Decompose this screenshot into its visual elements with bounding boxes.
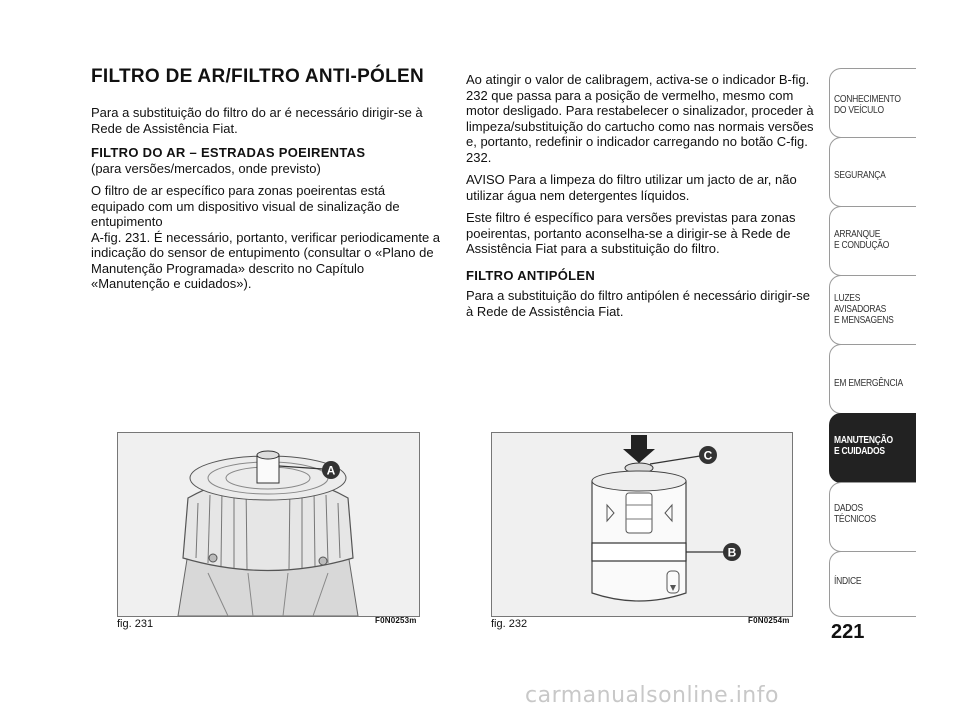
tab-seguranca[interactable] <box>829 137 916 207</box>
paragraph-1: O filtro de ar específico para zonas poeirentas está equipado com um dispositivo visual de sinalização de entupimento <box>91 183 400 229</box>
watermark: carmanualsonline.info <box>525 683 779 708</box>
tab-emergencia[interactable] <box>829 344 916 414</box>
tab-luzes[interactable] <box>829 275 916 345</box>
paragraph-3: Ao atingir o valor de calibragem, activa-se o indicador B-fig. 232 que passa para a posição de vermelho, mesmo com motor desligado. Para restabelecer o sinalizador, proceder à limpeza/substituição do cartucho como nas normais versões e, portanto, redefinir o indicador carregando no botão C-fig. 232. <box>466 72 814 165</box>
tab-label: MANUTENÇÃO E CUIDADOS <box>834 435 893 457</box>
indicator-illustration <box>492 433 792 616</box>
figure-231-caption: fig. 231 <box>117 618 154 630</box>
figure-231 <box>117 432 420 617</box>
paragraph-2: A-fig. 231. É necessário, portanto, verificar periodicamente a indicação do sensor de entupimento (consultar o «Plano de Manutenção Programada» descrito no Capítulo «Manutenção e cuidados»). <box>91 229 441 291</box>
page-title: FILTRO DE AR/FILTRO ANTI-PÓLEN <box>91 66 425 87</box>
tab-label: SEGURANÇA <box>834 170 886 181</box>
left-column <box>91 105 441 299</box>
tab-label: DADOS TÉCNICOS <box>834 503 876 525</box>
tab-label: LUZES AVISADORAS E MENSAGENS <box>834 293 894 326</box>
subheading-pollen-filter: FILTRO ANTIPÓLEN <box>466 267 596 283</box>
tab-manutencao[interactable] <box>829 413 916 483</box>
tab-indice[interactable] <box>829 551 916 617</box>
tab-label: CONHECIMENTO DO VEÍCULO <box>834 94 901 116</box>
tab-conhecimento[interactable] <box>829 68 916 138</box>
paragraph-5: Para a substituição do filtro antipólen é necessário dirigir-se à Rede de Assistência Fiat. <box>466 288 810 319</box>
label-c: C <box>703 448 713 463</box>
label-a: A <box>326 463 336 478</box>
tab-dados-tecnicos[interactable] <box>829 482 916 552</box>
figure-232-code: F0N0254m <box>748 616 790 625</box>
subheading-air-filter: FILTRO DO AR – ESTRADAS POEIRENTAS <box>91 145 366 160</box>
label-b: B <box>727 545 737 560</box>
intro-paragraph: Para a substituição do filtro do ar é necessário dirigir-se à Rede de Assistência Fiat. <box>91 105 423 136</box>
tab-label: ARRANQUE E CONDUÇÃO <box>834 229 890 251</box>
page-number: 221 <box>831 621 865 643</box>
figure-232-caption: fig. 232 <box>491 618 528 630</box>
warning-paragraph: AVISO Para a limpeza do filtro utilizar um jacto de ar, não utilizar água nem detergentes líquidos. <box>466 172 797 203</box>
subnote: (para versões/mercados, onde previsto) <box>91 160 321 176</box>
air-filter-illustration <box>118 433 419 616</box>
paragraph-4: Este filtro é específico para versões previstas para zonas poeirentas, portanto aconselha-se a dirigir-se à Rede de Assistência Fiat para a substituição do filtro. <box>466 210 796 256</box>
figure-232 <box>491 432 793 617</box>
figure-231-code: F0N0253m <box>375 616 417 625</box>
right-column <box>466 72 816 326</box>
tab-label: EM EMERGÊNCIA <box>834 378 903 389</box>
tab-arranque[interactable] <box>829 206 916 276</box>
tab-label: ÍNDICE <box>834 576 862 587</box>
